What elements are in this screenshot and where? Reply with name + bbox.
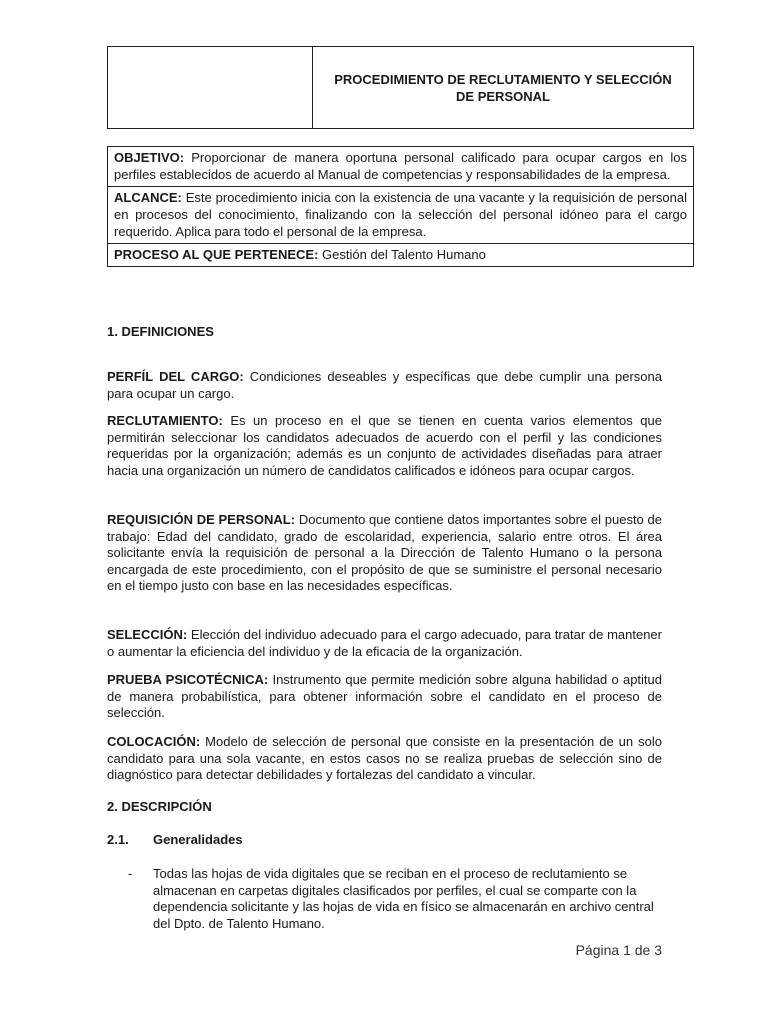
proceso-row xyxy=(108,244,693,266)
bullet-item xyxy=(128,866,662,932)
section-descripcion-heading: 2. DESCRIPCIÓN xyxy=(107,799,212,814)
subsection-generalidades xyxy=(107,832,243,847)
definition-term: PRUEBA PSICOTÉCNICA: xyxy=(107,672,269,687)
definition-prueba-psicotecnica xyxy=(107,672,662,722)
definition-text: Documento que contiene datos importantes sobre el puesto de trabajo: Edad del candidato, grado de escolaridad, experiencia, salario entre otros. El área solicitante envía la requisición de personal a la Dirección de Talento Humano o la persona encargada de este procedimiento, con el propósito de que se suministre el personal necesario en el tiempo justo con base en las necesidades específicas. xyxy=(107,512,662,593)
alcance-row xyxy=(108,187,693,244)
definition-term: COLOCACIÓN: xyxy=(107,734,201,749)
proceso-label: PROCESO AL QUE PERTENECE: xyxy=(114,247,319,262)
bullet-dash: - xyxy=(128,866,133,881)
alcance-text: Este procedimiento inicia con la existencia de una vacante y la requisición de personal en procesos del conocimiento, finalizando con la selección del personal idóneo para el cargo requerido. Aplica para todo el personal de la empresa. xyxy=(114,190,687,239)
definition-term: PERFÍL DEL CARGO: xyxy=(107,369,244,384)
section-definiciones-heading: 1. DEFINICIONES xyxy=(107,324,214,339)
proceso-text: Gestión del Talento Humano xyxy=(318,247,486,262)
definition-text: Es un proceso en el que se tienen en cuenta varios elementos que permitirán seleccionar los candidatos adecuados de acuerdo con el perfil y las condiciones requeridas por la organización; además es un conjunto de actividades diseñadas para atraer hacia una organización un número de candidatos calificados e idóneos para ocupar cargos. xyxy=(107,413,662,478)
definition-text: Instrumento que permite medición sobre alguna habilidad o aptitud de manera probabilística, para obtener información sobre el candidato en el proceso de selección. xyxy=(107,672,662,720)
definition-text: Elección del individuo adecuado para el cargo adecuado, para tratar de mantener o aumentar la eficiencia del individuo y de la eficacia de la organización. xyxy=(107,627,662,659)
definition-seleccion xyxy=(107,627,662,660)
definition-perfil xyxy=(107,369,662,402)
definition-term: REQUISICIÓN DE PERSONAL: xyxy=(107,512,296,527)
header-table xyxy=(107,46,694,129)
definition-requisicion xyxy=(107,512,662,595)
alcance-label: ALCANCE: xyxy=(114,190,182,205)
definition-term: SELECCIÓN: xyxy=(107,627,188,642)
subsection-title: Generalidades xyxy=(153,832,243,847)
definition-text: Modelo de selección de personal que consiste en la presentación de un solo candidato para una sola vacante, en estos casos no se realiza pruebas de selección sino de diagnóstico para detectar debilidades y fortalezas del candidato a vincular. xyxy=(107,734,662,782)
page-number: Página 1 de 3 xyxy=(575,942,662,958)
definition-reclutamiento xyxy=(107,413,662,479)
bullet-text: Todas las hojas de vida digitales que se reciban en el proceso de reclutamiento se almacenan en carpetas digitales clasificados por perfiles, el cual se comparte con la dependencia solicitante y las hojas de vida en físico se almacenarán en archivo central del Dpto. de Talento Humano. xyxy=(153,866,654,931)
subsection-number: 2.1. xyxy=(107,832,129,847)
definition-term: RECLUTAMIENTO: xyxy=(107,413,223,428)
logo-cell xyxy=(108,47,313,128)
objetivo-row xyxy=(108,147,693,187)
document-title: PROCEDIMIENTO DE RECLUTAMIENTO Y SELECCIÓN DE PERSONAL xyxy=(334,71,672,104)
objetivo-text: Proporcionar de manera oportuna personal calificado para ocupar cargos en los perfiles establecidos de acuerdo al Manual de competencias y responsabilidades de la empresa. xyxy=(114,150,687,182)
objetivo-label: OBJETIVO: xyxy=(114,150,185,165)
definition-colocacion xyxy=(107,734,662,784)
info-table xyxy=(107,146,694,267)
definition-text: Condiciones deseables y específicas que debe cumplir una persona para ocupar un cargo. xyxy=(107,369,662,401)
